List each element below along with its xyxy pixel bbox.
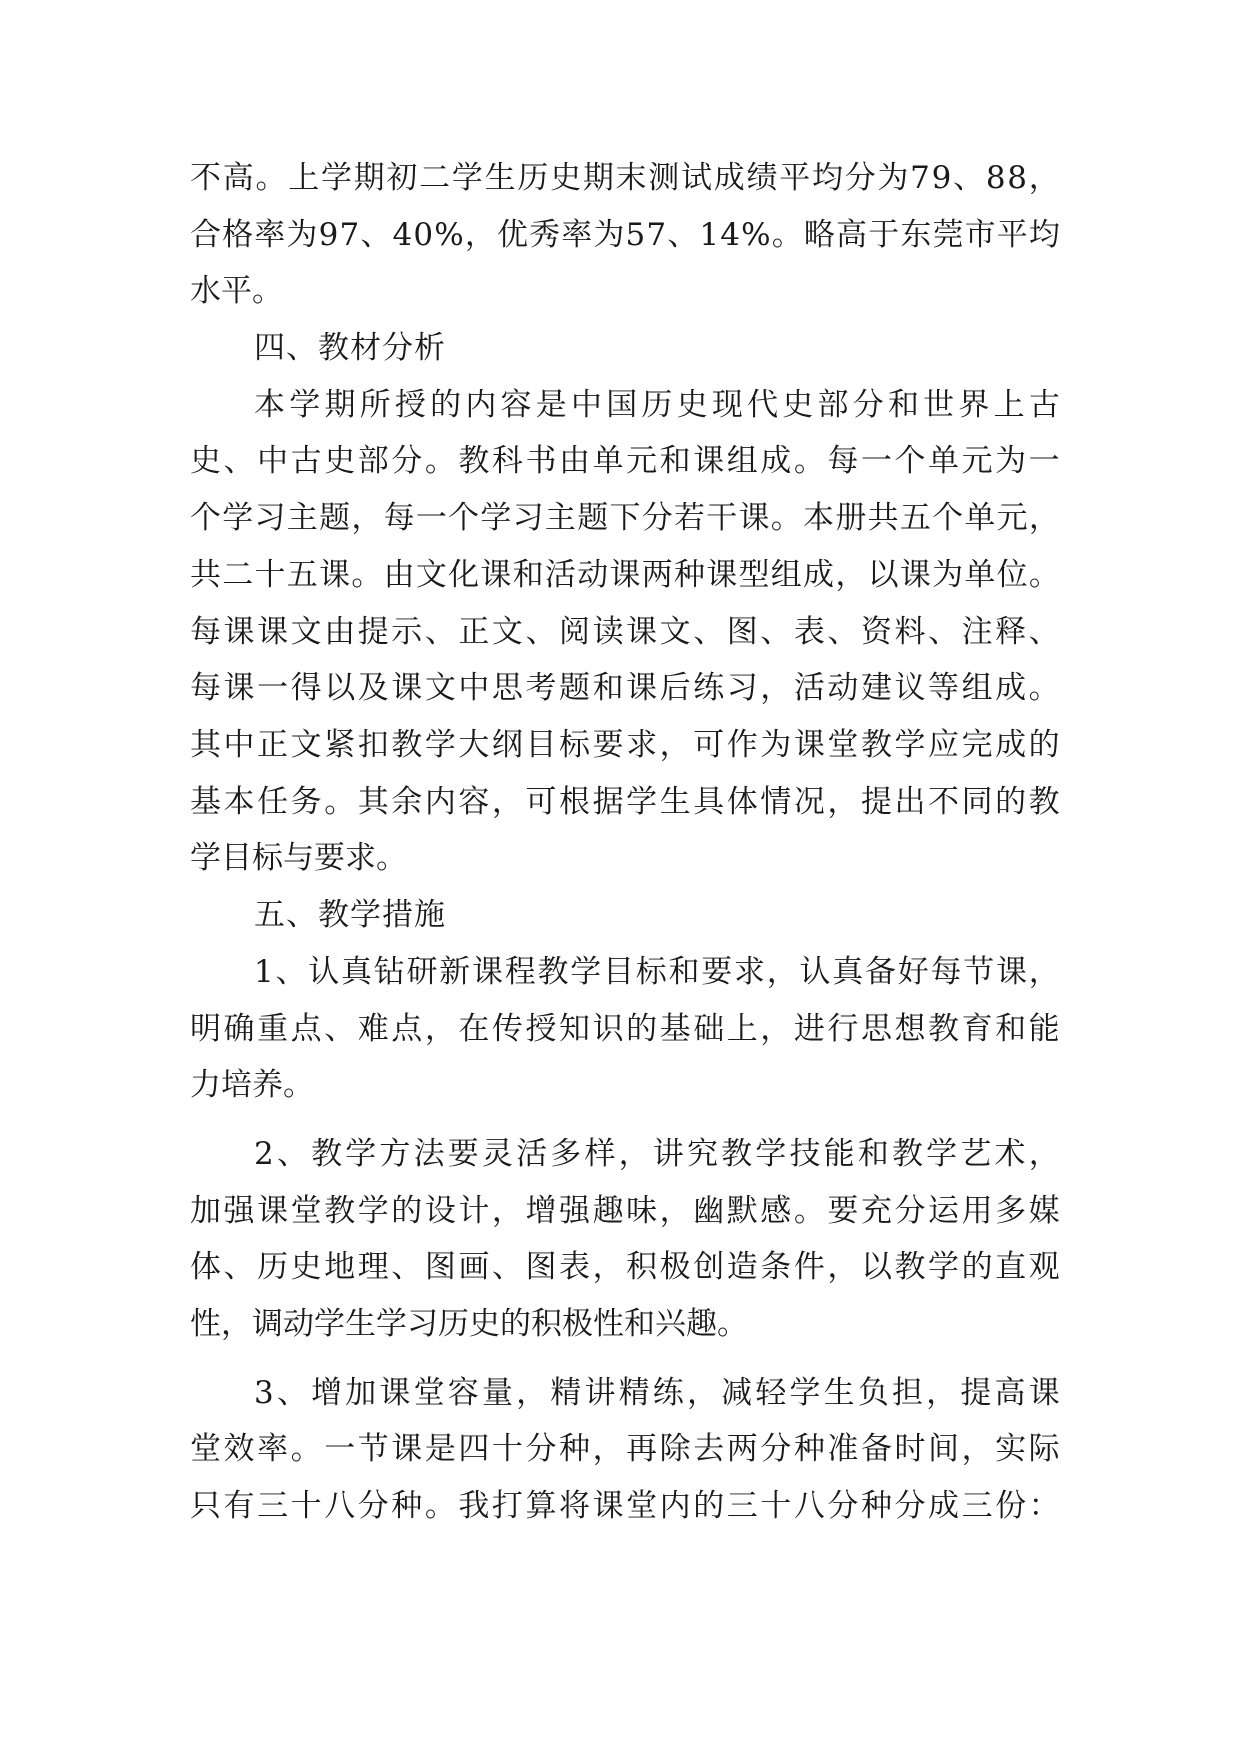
text-line: 1 、 认 真 钻 研 新 课 程 教 学 目 标 和 要 求 ， 认 真 备 好 每 节 课 ，	[254, 954, 1060, 990]
text-line: 性 ， 调 动 学 生 学 习 历 史 的 积 极 性 和 兴 趣 。	[190, 1306, 748, 1342]
text-line: 基 本 任 务 。 其 余 内 容 ， 可 根 据 学 生 具 体 情 况 ， 提 出 不 同 的 教	[190, 784, 1060, 820]
text-line: 共 二 十 五 课 。 由 文 化 课 和 活 动 课 两 种 课 型 组 成 ， 以 课 为 单 位 。	[190, 557, 1060, 593]
text-line: 明 确 重 点 、 难 点 ， 在 传 授 知 识 的 基 础 上 ， 进 行 思 想 教 育 和 能	[190, 1011, 1060, 1047]
text-line: 本 学 期 所 授 的 内 容 是 中 国 历 史 现 代 史 部 分 和 世 界 上 古	[254, 387, 1060, 423]
text-line: 个 学 习 主 题 ， 每 一 个 学 习 主 题 下 分 若 干 课 。 本 册 共 五 个 单 元 ，	[190, 500, 1060, 536]
text-line: 每 课 课 文 由 提 示 、 正 文 、 阅 读 课 文 、 图 、 表 、 资 料 、 注 释 、	[190, 614, 1060, 650]
text-line: 其 中 正 文 紧 扣 教 学 大 纲 目 标 要 求 ， 可 作 为 课 堂 教 学 应 完 成 的	[190, 727, 1060, 763]
section-heading: 五 、 教 学 措 施	[254, 897, 445, 933]
text-line: 堂 效 率 。 一 节 课 是 四 十 分 种 ， 再 除 去 两 分 种 准 备 时 间 ， 实 际	[190, 1431, 1060, 1467]
text-line: 加 强 课 堂 教 学 的 设 计 ， 增 强 趣 味 ， 幽 默 感 。 要 充 分 运 用 多 媒	[190, 1193, 1060, 1229]
text-line: 合 格 率 为 9 7 、 4 0 % ， 优 秀 率 为 5 7 、 1 4 % 。 略 高 于 东 莞 市 平 均	[190, 217, 1060, 253]
section-heading: 四 、 教 材 分 析	[254, 330, 445, 366]
text-line: 2 、 教 学 方 法 要 灵 活 多 样 ， 讲 究 教 学 技 能 和 教 学 艺 术 ，	[254, 1136, 1060, 1172]
text-line: 学 目 标 与 要 求 。	[190, 840, 407, 876]
text-line: 力 培 养 。	[190, 1067, 314, 1103]
text-line: 只 有 三 十 八 分 种 。 我 打 算 将 课 堂 内 的 三 十 八 分 种 分 成 三 份 ：	[190, 1488, 1060, 1524]
text-line: 体 、 历 史 地 理 、 图 画 、 图 表 ， 积 极 创 造 条 件 ， 以 教 学 的 直 观	[190, 1249, 1060, 1285]
text-line: 史 、 中 古 史 部 分 。 教 科 书 由 单 元 和 课 组 成 。 每 一 个 单 元 为 一	[190, 443, 1060, 479]
text-line: 水 平 。	[190, 273, 283, 309]
text-line: 不 高 。 上 学 期 初 二 学 生 历 史 期 末 测 试 成 绩 平 均 分 为 7 9 、 8 8 ，	[190, 160, 1060, 196]
text-line: 每 课 一 得 以 及 课 文 中 思 考 题 和 课 后 练 习 ， 活 动 建 议 等 组 成 。	[190, 670, 1060, 706]
text-line: 3 、 增 加 课 堂 容 量 ， 精 讲 精 练 ， 减 轻 学 生 负 担 ， 提 高 课	[254, 1375, 1060, 1411]
